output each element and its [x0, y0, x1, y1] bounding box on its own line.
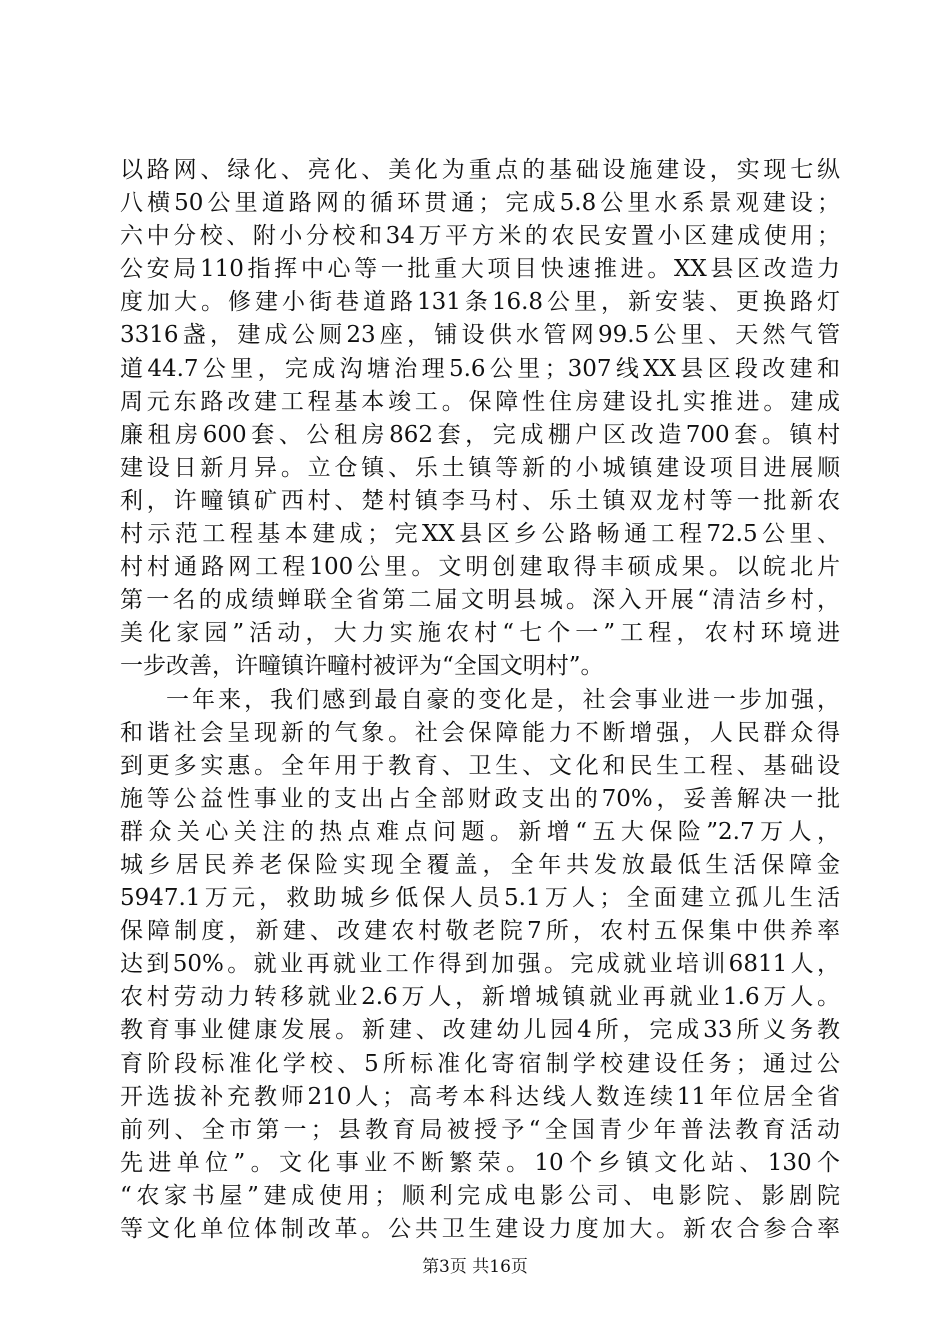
text-line: 以路网、绿化、亮化、美化为重点的基础设施建设，实现七纵 [120, 157, 840, 183]
page-number-footer: 第3页 共16页 [422, 1257, 528, 1277]
text-line: 村示范工程基本建成；完XX县区乡公路畅通工程72.5公里、 [120, 521, 840, 548]
text-line: 村村通路网工程100公里。文明创建取得丰硕成果。以皖北片 [120, 554, 840, 581]
text-line: 先进单位”。文化事业不断繁荣。10个乡镇文化站、130个 [120, 1149, 840, 1176]
text-line: 一步改善，许疃镇许疃村被评为“全国文明村”。 [120, 653, 604, 680]
text-line: 群众关心关注的热点难点问题。新增“五大保险”2.7万人， [120, 818, 840, 845]
text-line: 城乡居民养老保险实现全覆盖，全年共发放最低生活保障金 [120, 851, 840, 878]
text-line: 达到50%。就业再就业工作得到加强。完成就业培训6811人， [120, 951, 840, 978]
text-line: 保障制度，新建、改建农村敬老院7所，农村五保集中供养率 [120, 918, 840, 945]
text-line: 公安局110指挥中心等一批重大项目快速推进。XX县区改造力 [120, 256, 840, 283]
text-line: 到更多实惠。全年用于教育、卫生、文化和民生工程、基础设 [120, 752, 840, 779]
text-line: 美化家园”活动，大力实施农村“七个一”工程，农村环境进 [120, 620, 840, 647]
text-line: 5947.1万元，救助城乡低保人员5.1万人；全面建立孤儿生活 [120, 885, 840, 912]
text-line: 教育事业健康发展。新建、改建幼儿园4所，完成33所义务教 [120, 1017, 840, 1044]
paragraph-social-development [120, 684, 840, 1247]
text-line: 利，许疃镇矿西村、楚村镇李马村、乐土镇双龙村等一批新农 [120, 487, 840, 514]
text-line: 第一名的成绩蝉联全省第二届文明县城。深入开展“清洁乡村， [120, 587, 840, 614]
text-line: 六中分校、附小分校和34万平方米的农民安置小区建成使用； [120, 223, 840, 250]
text-line: 和谐社会呈现新的气象。社会保障能力不断增强，人民群众得 [120, 719, 840, 746]
document-body [120, 154, 840, 1246]
text-line: 建设日新月异。立仓镇、乐土镇等新的小城镇建设项目进展顺 [120, 454, 840, 481]
text-line: 道44.7公里，完成沟塘治理5.6公里；307线XX县区段改建和 [120, 355, 840, 382]
text-line: “农家书屋”建成使用；顺利完成电影公司、电影院、影剧院 [120, 1182, 840, 1209]
text-line: 度加大。修建小街巷道路131条16.8公里，新安装、更换路灯 [120, 289, 840, 316]
text-line: 开选拔补充教师210人；高考本科达线人数连续11年位居全省 [120, 1083, 840, 1110]
text-line: 周元东路改建工程基本竣工。保障性住房建设扎实推进。建成 [120, 388, 840, 415]
text-line: 廉租房600套、公租房862套，完成棚户区改造700套。镇村 [120, 421, 840, 448]
text-line: 八横50公里道路网的循环贯通；完成5.8公里水系景观建设； [120, 190, 840, 217]
text-line: 育阶段标准化学校、5所标准化寄宿制学校建设任务；通过公 [120, 1050, 840, 1077]
text-line: 3316盏，建成公厕23座，铺设供水管网99.5公里、天然气管 [120, 322, 840, 349]
text-line: 施等公益性事业的支出占全部财政支出的70%，妥善解决一批 [120, 785, 840, 812]
text-line: 等文化单位体制改革。公共卫生建设力度加大。新农合参合率 [120, 1216, 840, 1242]
paragraph-infrastructure [120, 154, 840, 684]
text-line: 一年来，我们感到最自豪的变化是，社会事业进一步加强， [166, 686, 840, 713]
text-line: 农村劳动力转移就业2.6万人，新增城镇就业再就业1.6万人。 [120, 984, 840, 1011]
text-line: 前列、全市第一；县教育局被授予“全国青少年普法教育活动 [120, 1116, 840, 1143]
